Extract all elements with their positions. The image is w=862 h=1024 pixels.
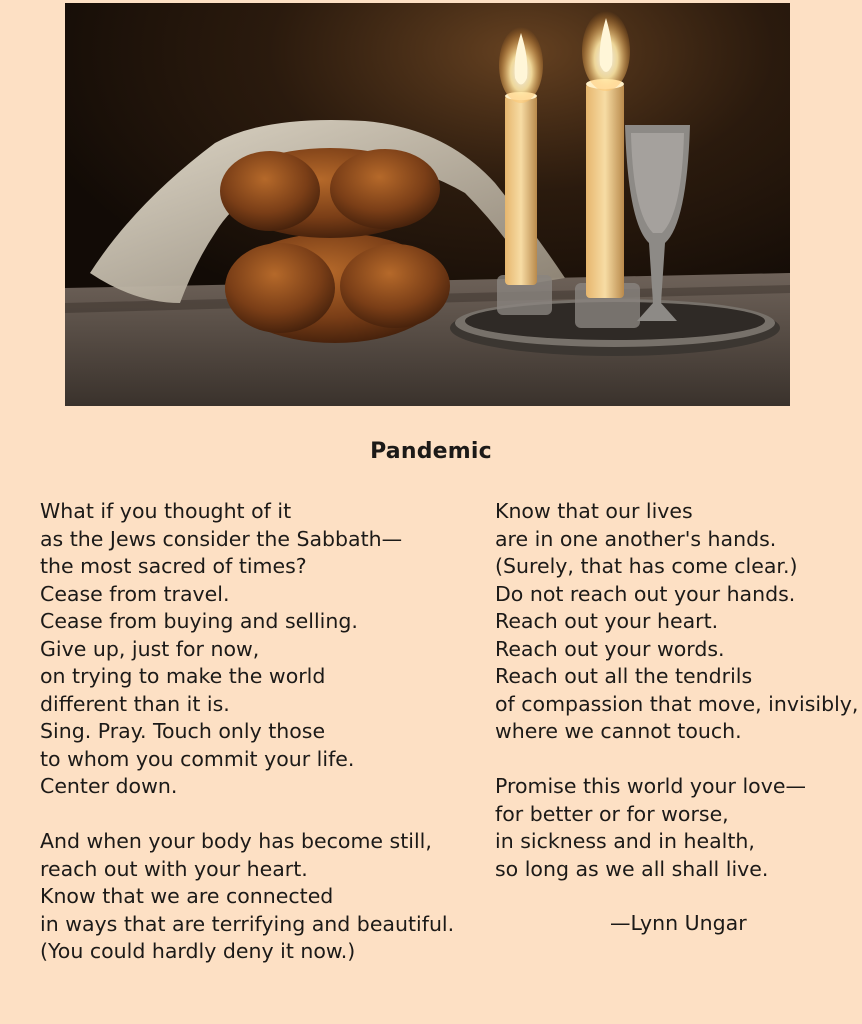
poem-line: reach out with your heart. — [40, 856, 308, 881]
poem-line: are in one another's hands. — [495, 526, 777, 551]
poem-line: where we cannot touch. — [495, 719, 742, 743]
poem-line: Know that our lives — [495, 499, 693, 523]
poem-line: Reach out your words. — [495, 636, 725, 661]
poem-line: in ways that are terrifying and beautiful. — [40, 911, 455, 936]
poem-line: so long as we all shall live. — [495, 856, 769, 881]
poem-left-column — [40, 498, 454, 966]
poem-line: Cease from travel. — [40, 581, 230, 606]
poem-line: the most sacred of times? — [40, 554, 307, 578]
stanza-break — [495, 746, 858, 774]
poem-line: Reach out your heart. — [495, 609, 719, 633]
poem-right-column — [495, 498, 858, 883]
stanza-break — [40, 801, 454, 829]
poem-line: different than it is. — [40, 691, 230, 716]
poem-line: Center down. — [40, 774, 178, 798]
poem-line: as the Jews consider the Sabbath— — [40, 526, 403, 551]
poem-title: Pandemic — [370, 439, 492, 464]
poem-line: (Surely, that has come clear.) — [495, 554, 798, 578]
poem-line: Do not reach out your hands. — [495, 581, 796, 606]
poem-line: on trying to make the world — [40, 664, 326, 688]
poem-line: Promise this world your love— — [495, 774, 806, 798]
poem-line: Cease from buying and selling. — [40, 609, 358, 633]
poem-line: Give up, just for now, — [40, 636, 260, 661]
poem-author: —Lynn Ungar — [610, 911, 747, 935]
sabbath-candles-photo — [65, 3, 790, 406]
poem-line: Know that we are connected — [40, 884, 334, 908]
poem-line: What if you thought of it — [40, 499, 292, 523]
poem-line: in sickness and in health, — [495, 829, 755, 853]
poem-line: And when your body has become still, — [40, 829, 432, 853]
poem-line: Sing. Pray. Touch only those — [40, 719, 326, 743]
poem-line: Reach out all the tendrils — [495, 664, 753, 688]
poem-line: of compassion that move, invisibly, — [495, 691, 859, 716]
poem-line: for better or for worse, — [495, 801, 729, 826]
poem-line: to whom you commit your life. — [40, 746, 355, 771]
poem-line: (You could hardly deny it now.) — [40, 939, 356, 963]
